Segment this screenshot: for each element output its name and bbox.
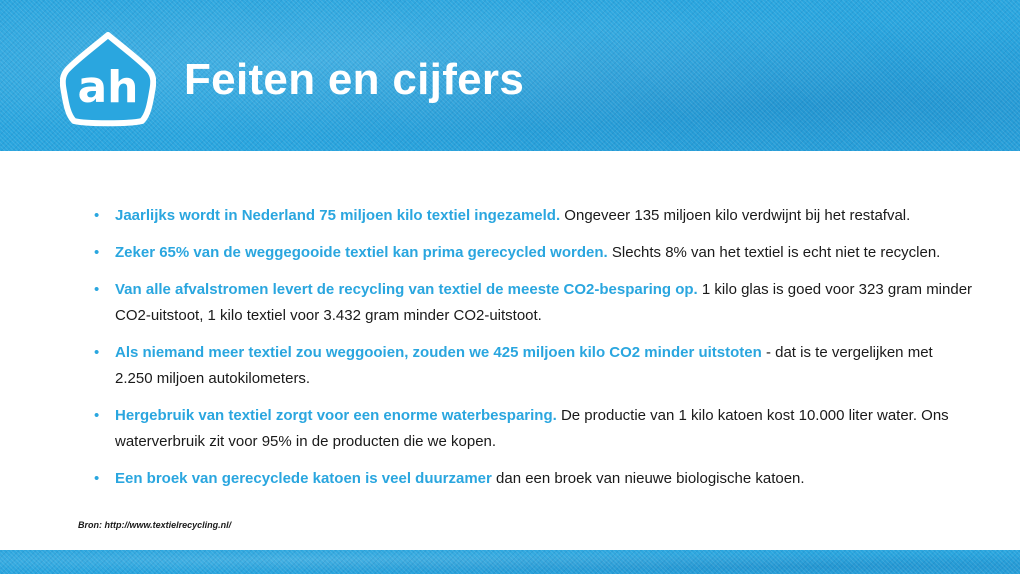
fact-text: Slechts 8% van het textiel is echt niet te recyclen. bbox=[607, 244, 941, 261]
fact-highlight: Jaarlijks wordt in Nederland 75 miljoen kilo textiel ingezameld. bbox=[115, 207, 561, 224]
fact-item bbox=[94, 277, 974, 329]
fact-text: 1 kilo glas is goed voor 323 gram minder CO2-uitstoot, 1 kilo textiel voor 3.432 gram minder CO2-uitstoot. bbox=[115, 281, 973, 324]
fact-item bbox=[94, 240, 974, 266]
fact-highlight: Een broek van gerecyclede katoen is veel duurzamer bbox=[115, 470, 492, 487]
fact-text: - dat is te vergelijken met 2.250 miljoen autokilometers. bbox=[115, 344, 933, 387]
albert-heijn-logo bbox=[60, 30, 156, 128]
fact-highlight: Als niemand meer textiel zou weggooien, zouden we 425 miljoen kilo CO2 minder uitstoten bbox=[115, 344, 762, 361]
fact-item bbox=[94, 403, 974, 455]
bullet-icon: • bbox=[94, 470, 100, 487]
fact-highlight: Van alle afvalstromen levert de recycling van textiel de meeste CO2-besparing op. bbox=[115, 281, 698, 298]
fact-highlight: Hergebruik van textiel zorgt voor een enorme waterbesparing. bbox=[115, 407, 557, 424]
fact-item bbox=[94, 340, 974, 392]
bullet-icon: • bbox=[94, 244, 100, 261]
fact-item bbox=[94, 203, 974, 229]
fact-text: Ongeveer 135 miljoen kilo verdwijnt bij het restafval. bbox=[560, 207, 911, 224]
bullet-icon: • bbox=[94, 407, 100, 424]
bullet-icon: • bbox=[94, 281, 100, 298]
fact-text: dan een broek van nieuwe biologische katoen. bbox=[491, 470, 805, 487]
source-citation: Bron: http://www.textielrecycling.nl/ bbox=[78, 520, 232, 530]
fact-item bbox=[94, 466, 974, 492]
bullet-icon: • bbox=[94, 207, 100, 224]
facts-list bbox=[94, 203, 974, 492]
fact-highlight: Zeker 65% van de weggegooide textiel kan prima gerecycled worden. bbox=[115, 244, 608, 261]
header-band bbox=[0, 0, 1020, 151]
fact-text: De productie van 1 kilo katoen kost 10.000 liter water. Ons waterverbruik zit voor 95% in de producten die we kopen. bbox=[115, 407, 949, 450]
bullet-icon: • bbox=[94, 344, 100, 361]
footer-band bbox=[0, 550, 1020, 574]
logo-text: ah bbox=[77, 62, 139, 113]
page-title: Feiten en cijfers bbox=[184, 55, 525, 104]
